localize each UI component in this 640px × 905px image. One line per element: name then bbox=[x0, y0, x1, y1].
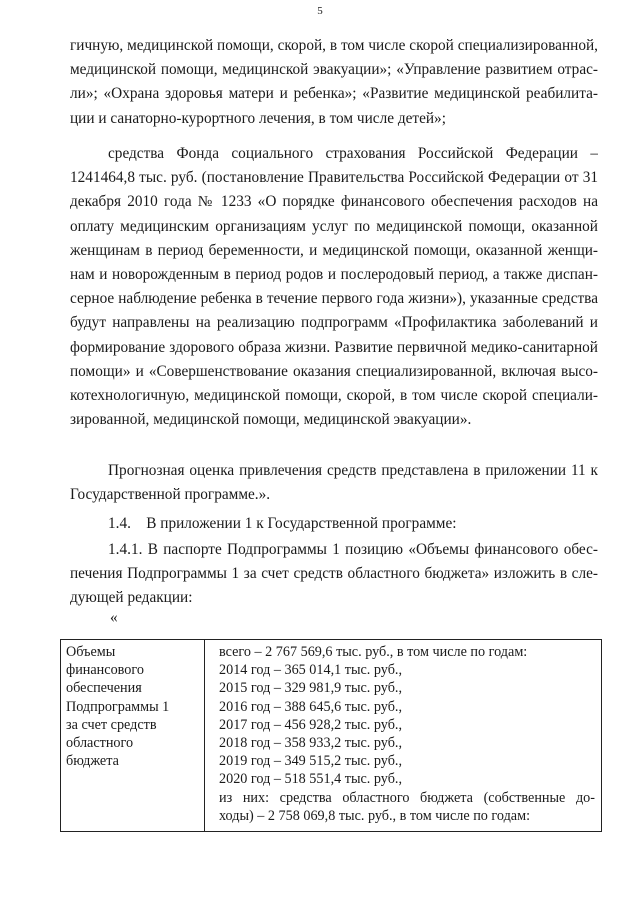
value-line: 2018 год – 358 933,2 тыс. руб., bbox=[219, 734, 403, 751]
value-line: из них: средства областного бюджета (собственные до- bbox=[219, 789, 595, 806]
text-line: ли»; «Охрана здоровья матери и ребенка»; «Развитие медицинской реабилита- bbox=[70, 85, 598, 103]
text-line: формирование здорового образа жизни. Развитие первичной медико-санитарной bbox=[70, 338, 598, 356]
text-line: печения Подпрограммы 1 за счет средств областного бюджета» изложить в сле- bbox=[70, 565, 598, 583]
text-line: ции и санаторно-курортного лечения, в том числе детей»; bbox=[70, 109, 446, 127]
text-line: котехнологичную, медицинской помощи, скорой, в том числе скорой специали- bbox=[70, 386, 598, 404]
text-line: 1241464,8 тыс. руб. (постановление Правительства Российской Федерации от 31 bbox=[70, 169, 598, 187]
paragraph-item-1-4 bbox=[70, 512, 598, 536]
paragraph-social-insurance-fund bbox=[70, 142, 598, 432]
value-line: ходы) – 2 758 069,8 тыс. руб., в том числе по годам: bbox=[219, 807, 531, 824]
opening-quote: « bbox=[110, 609, 118, 626]
text-line: Государственной программе.». bbox=[70, 486, 271, 504]
text-line: будут направлены на реализацию подпрограмм «Профилактика заболеваний и bbox=[70, 314, 598, 332]
label-line: обеспечения bbox=[66, 680, 142, 697]
label-line: финансового bbox=[66, 662, 144, 679]
text-line: зированной, медицинской помощи, медицинской эвакуации». bbox=[70, 411, 472, 429]
value-line: всего – 2 767 569,6 тыс. руб., в том числе по годам: bbox=[219, 644, 528, 660]
passport-table bbox=[60, 639, 602, 832]
text-line: женщинам в период беременности, и медицинской помощи, оказанной женщи- bbox=[70, 241, 598, 259]
value-line: 2016 год – 388 645,6 тыс. руб., bbox=[219, 698, 403, 715]
text-line: средства Фонда социального страхования Российской Федерации – bbox=[108, 145, 598, 162]
text-line: помощи» и «Совершенствование оказания специализированной, включая высо- bbox=[70, 362, 598, 380]
value-line: 2020 год – 518 551,4 тыс. руб., bbox=[219, 771, 403, 788]
label-line: областного bbox=[66, 734, 134, 751]
label-line: Объемы bbox=[66, 644, 116, 660]
label-line: Подпрограммы 1 bbox=[66, 698, 170, 715]
text-line: серное наблюдение ребенка в течение первого года жизни»), указанные средства bbox=[70, 290, 598, 308]
text-line: медицинской помощи, медицинской эвакуации»; «Управление развитием отрас- bbox=[70, 61, 598, 79]
value-line: 2015 год – 329 981,9 тыс. руб., bbox=[219, 680, 403, 697]
table-label-cell bbox=[61, 640, 205, 832]
table-value-cell bbox=[205, 640, 602, 832]
value-line: 2014 год – 365 014,1 тыс. руб., bbox=[219, 662, 403, 679]
table-row bbox=[61, 640, 602, 832]
paragraph-forecast bbox=[70, 459, 598, 507]
paragraph-item-1-4-1 bbox=[70, 538, 598, 611]
value-line: 2017 год – 456 928,2 тыс. руб., bbox=[219, 716, 403, 733]
value-line: 2019 год – 349 515,2 тыс. руб., bbox=[219, 753, 403, 770]
text-line: дующей редакции: bbox=[70, 589, 193, 607]
text-line: 1.4.1. В паспорте Подпрограммы 1 позицию «Объемы финансового обес- bbox=[108, 541, 598, 558]
text-line: оплату медицинским организациям услуг по медицинской помощи, оказанной bbox=[70, 217, 598, 235]
text-line: декабря 2010 года № 1233 «О порядке финансового обеспечения расходов на bbox=[70, 193, 598, 211]
text-line: гичную, медицинской помощи, скорой, в том числе скорой специализированной, bbox=[70, 37, 598, 54]
text-line: 1.4. В приложении 1 к Государственной программе: bbox=[108, 515, 457, 532]
label-line: за счет средств bbox=[66, 716, 157, 733]
text-line: нам и новорожденным в период родов и послеродовый период, а также диспан- bbox=[70, 265, 598, 283]
label-line: бюджета bbox=[66, 753, 119, 770]
page-number: 5 bbox=[317, 5, 323, 17]
paragraph-continuation bbox=[70, 34, 598, 131]
text-line: Прогнозная оценка привлечения средств представлена в приложении 11 к bbox=[108, 462, 598, 479]
